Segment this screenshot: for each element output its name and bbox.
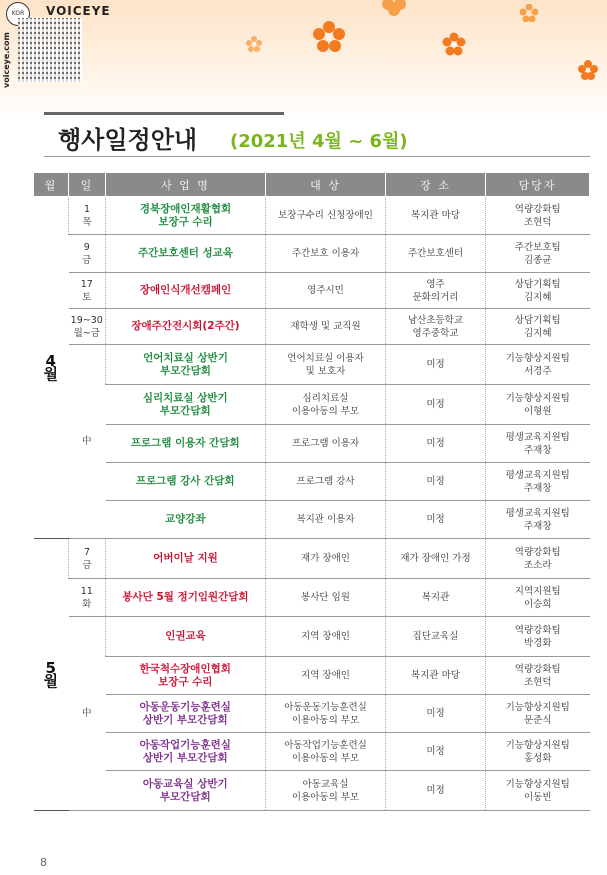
table-row xyxy=(34,463,590,501)
target-cell: 영주시민 xyxy=(266,273,386,309)
day-cell: 19~30 월~금 xyxy=(69,309,106,345)
event-name: 주간보호센터 성교육 xyxy=(106,235,266,273)
col-day: 일 xyxy=(69,173,106,197)
day-cell: 9 금 xyxy=(69,235,106,273)
col-staff: 담당자 xyxy=(486,173,590,197)
place-cell: 남산초등학교 영주중학교 xyxy=(386,309,486,345)
target-cell: 지역 장애인 xyxy=(266,657,386,695)
schedule-table xyxy=(33,172,590,811)
staff-cell: 기능향상지원팀 홍성화 xyxy=(486,733,590,771)
table-row xyxy=(34,273,590,309)
col-place: 장 소 xyxy=(386,173,486,197)
target-cell: 주간보호 이용자 xyxy=(266,235,386,273)
col-event: 사 업 명 xyxy=(106,173,266,197)
staff-cell: 주간보호팀 김종균 xyxy=(486,235,590,273)
event-name: 언어치료실 상반기 부모간담회 xyxy=(106,345,266,385)
staff-cell: 역량강화팀 조현덕 xyxy=(486,197,590,235)
event-name: 아동교육실 상반기 부모간담회 xyxy=(106,771,266,811)
event-name: 경북장애인재활협회 보장구 수리 xyxy=(106,197,266,235)
staff-cell: 기능향상지원팀 이동빈 xyxy=(486,771,590,811)
target-cell: 심리치료실 이용아동의 부모 xyxy=(266,385,386,425)
day-cell: 1 목 xyxy=(69,197,106,235)
target-cell: 아동교육실 이용아동의 부모 xyxy=(266,771,386,811)
table-row xyxy=(34,695,590,733)
place-cell: 복지관 마당 xyxy=(386,657,486,695)
month-cell: 4 월 xyxy=(34,197,69,539)
table-row xyxy=(34,501,590,539)
event-name: 장애주간전시회(2주간) xyxy=(106,309,266,345)
table-row xyxy=(34,235,590,273)
target-cell: 복지관 이용자 xyxy=(266,501,386,539)
table-row xyxy=(34,771,590,811)
month-cell: 5 월 xyxy=(34,539,69,811)
target-cell: 프로그램 강사 xyxy=(266,463,386,501)
table-row xyxy=(34,617,590,657)
day-cell: 7 금 xyxy=(69,539,106,579)
col-target: 대 상 xyxy=(266,173,386,197)
kor-badge: KOR xyxy=(6,2,30,26)
target-cell: 보장구수리 신청장애인 xyxy=(266,197,386,235)
day-cell: 17 토 xyxy=(69,273,106,309)
event-name: 교양강좌 xyxy=(106,501,266,539)
place-cell: 미정 xyxy=(386,733,486,771)
target-cell: 아동운동기능훈련실 이용아동의 부모 xyxy=(266,695,386,733)
event-name: 인권교육 xyxy=(106,617,266,657)
staff-cell: 역량강화팀 조소라 xyxy=(486,539,590,579)
flower-icon xyxy=(520,4,538,22)
place-cell: 미정 xyxy=(386,385,486,425)
flower-icon xyxy=(246,36,262,52)
flower-icon xyxy=(442,32,466,56)
day-cell: 11 화 xyxy=(69,579,106,617)
target-cell: 지역 장애인 xyxy=(266,617,386,657)
place-cell: 재가 장애인 가정 xyxy=(386,539,486,579)
staff-cell: 평생교육지원팀 주재창 xyxy=(486,501,590,539)
place-cell: 주간보호센터 xyxy=(386,235,486,273)
table-row xyxy=(34,657,590,695)
staff-cell: 기능향상지원팀 서경주 xyxy=(486,345,590,385)
event-name: 장애인식개선캠페인 xyxy=(106,273,266,309)
day-cell: 中 xyxy=(69,345,106,539)
header-background xyxy=(0,0,607,120)
place-cell: 미정 xyxy=(386,501,486,539)
flower-icon xyxy=(578,60,598,80)
place-cell: 미정 xyxy=(386,695,486,733)
staff-cell: 역량강화팀 박경화 xyxy=(486,617,590,657)
table-row xyxy=(34,345,590,385)
event-name: 어버이날 지원 xyxy=(106,539,266,579)
day-cell: 中 xyxy=(69,617,106,811)
target-cell: 프로그램 이용자 xyxy=(266,425,386,463)
page-number: 8 xyxy=(40,856,47,869)
title-rule xyxy=(44,112,284,115)
place-cell: 미정 xyxy=(386,771,486,811)
table-header xyxy=(34,173,590,197)
flower-icon xyxy=(380,0,408,18)
event-name: 프로그램 이용자 간담회 xyxy=(106,425,266,463)
staff-cell: 상담기획팀 김지혜 xyxy=(486,309,590,345)
event-name: 봉사단 5월 정기임원간담회 xyxy=(106,579,266,617)
place-cell: 미정 xyxy=(386,345,486,385)
staff-cell: 상담기획팀 김지혜 xyxy=(486,273,590,309)
event-name: 심리치료실 상반기 부모간담회 xyxy=(106,385,266,425)
target-cell: 아동작업기능훈련실 이용아동의 부모 xyxy=(266,733,386,771)
place-cell: 미정 xyxy=(386,463,486,501)
table-row xyxy=(34,539,590,579)
page-subtitle: (2021년 4월 ~ 6월) xyxy=(230,131,408,152)
staff-cell: 기능향상지원팀 이형원 xyxy=(486,385,590,425)
target-cell: 언어치료실 이용자 및 보호자 xyxy=(266,345,386,385)
table-row xyxy=(34,733,590,771)
target-cell: 재학생 및 교직원 xyxy=(266,309,386,345)
table-row xyxy=(34,197,590,235)
table-row xyxy=(34,309,590,345)
table-row xyxy=(34,425,590,463)
place-cell: 집단교육실 xyxy=(386,617,486,657)
staff-cell: 지역지원팀 이승희 xyxy=(486,579,590,617)
table-row xyxy=(34,385,590,425)
place-cell: 복지관 마당 xyxy=(386,197,486,235)
event-name: 한국척수장애인협회 보장구 수리 xyxy=(106,657,266,695)
staff-cell: 역량강화팀 조현덕 xyxy=(486,657,590,695)
staff-cell: 평생교육지원팀 주재창 xyxy=(486,463,590,501)
staff-cell: 기능향상지원팀 문준식 xyxy=(486,695,590,733)
page-title: 행사일정안내 xyxy=(58,126,198,154)
table-row xyxy=(34,579,590,617)
event-name: 아동운동기능훈련실 상반기 부모간담회 xyxy=(106,695,266,733)
side-label: voiceye.com xyxy=(2,32,11,88)
staff-cell: 평생교육지원팀 주재창 xyxy=(486,425,590,463)
title-underline xyxy=(44,156,590,157)
event-name: 아동작업기능훈련실 상반기 부모간담회 xyxy=(106,733,266,771)
place-cell: 미정 xyxy=(386,425,486,463)
event-name: 프로그램 강사 간담회 xyxy=(106,463,266,501)
place-cell: 복지관 xyxy=(386,579,486,617)
target-cell: 봉사단 임원 xyxy=(266,579,386,617)
target-cell: 재가 장애인 xyxy=(266,539,386,579)
place-cell: 영주 문화의거리 xyxy=(386,273,486,309)
flower-icon xyxy=(312,20,346,54)
col-month: 월 xyxy=(34,173,69,197)
brand-logo: VOICEYE xyxy=(46,4,111,18)
